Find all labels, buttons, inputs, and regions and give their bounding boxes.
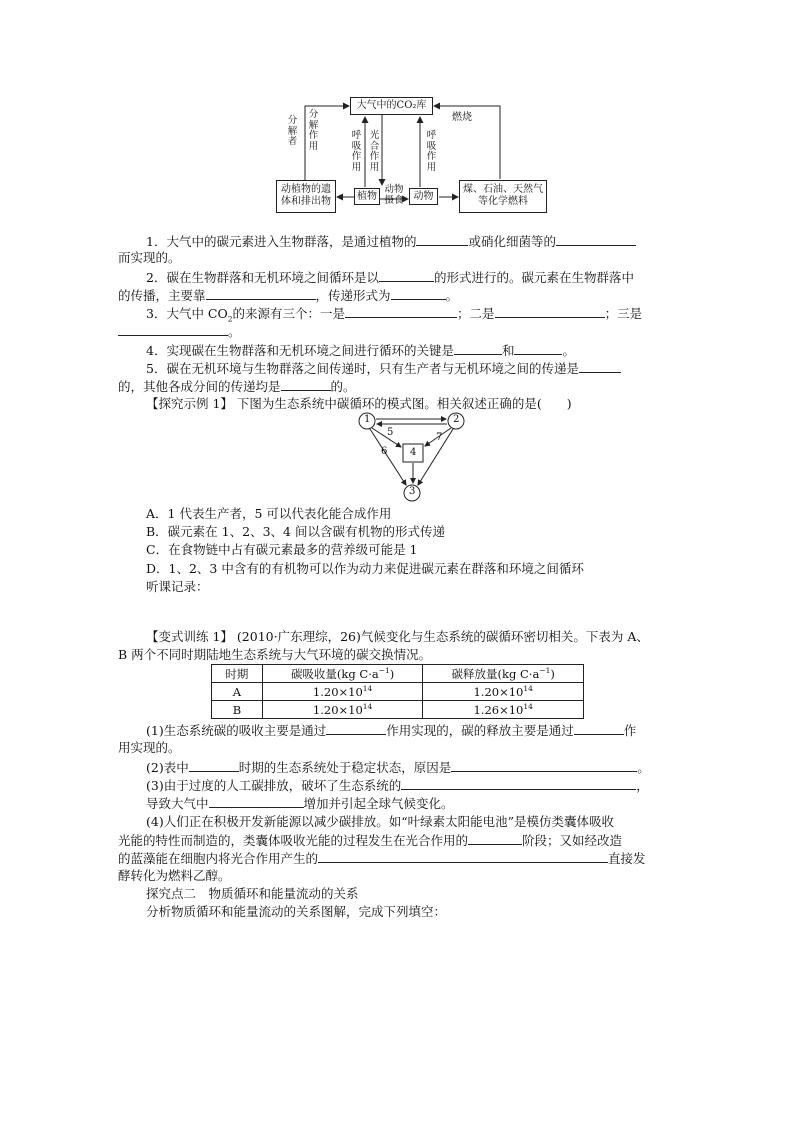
- variant-q4-line-4: 酵转化为燃料乙醇。: [118, 868, 231, 883]
- blank: [574, 722, 624, 735]
- table-header: 碳吸收量(kg $C\cdot a^{-1}$): [262, 665, 423, 683]
- blank: [189, 759, 239, 772]
- question-2-line-1: 2．碳在生物群落和无机环境之间循环是以 的形式进行的。碳元素在生物群落中: [146, 270, 634, 285]
- table-row: [212, 683, 584, 701]
- edge-5-label: 5: [387, 427, 394, 438]
- question-3-line-1: 3．大气中 $CO_2$的来源有三个：一是 ；二是 ；三是: [146, 306, 643, 324]
- section-2-title: 探究点二 物质循环和能量流动的关系: [146, 886, 359, 901]
- notes-label: 听课记录：: [146, 579, 209, 594]
- fuels-box: 煤、石油、天然气等化学燃料: [459, 180, 547, 213]
- edge-7-label: 7: [436, 432, 443, 443]
- node-3-label: 3: [409, 486, 416, 497]
- blank: [326, 722, 386, 735]
- section-2-intro: 分析物质循环和能量流动的关系图解，完成下列填空：: [146, 904, 447, 919]
- decomposer-label: 分解者: [287, 115, 298, 147]
- example-1-prompt: 【探究示例 1】 下图为生态系统中碳循环的模式图。相关叙述正确的是( ): [146, 396, 572, 411]
- blank: [468, 832, 522, 845]
- table-cell: $1.20\times 10^{14}$: [262, 701, 423, 719]
- plants-box: 植物: [354, 188, 380, 205]
- respiration-label-animals: 呼吸作用: [426, 130, 437, 173]
- carbon-exchange-table: [211, 664, 584, 719]
- variant-q3-line-1: (3)由于过度的人工碳排放，破坏了生态系统的 ，: [146, 778, 649, 793]
- blank: [318, 850, 608, 863]
- table-cell: $1.20\times 10^{14}$: [423, 683, 584, 701]
- blank: [401, 777, 636, 790]
- node-1-label: 1: [364, 414, 371, 425]
- node-2-label: 2: [453, 414, 460, 425]
- question-5-line-2: 的，其他各成分间的传递均是 的。: [118, 379, 356, 394]
- variant-1-line-1: 【变式训练 1】 (2010·广东理综，26)气候变化与生态系统的碳循环密切相关。下表为 A、: [146, 629, 649, 644]
- animal-feeding-label: 动物摄食: [384, 184, 404, 206]
- table-header: 碳释放量(kg $C\cdot a^{-1}$): [423, 665, 584, 683]
- variant-1-line-2: B 两个不同时期陆地生态系统与大气环境的碳交换情况。: [118, 647, 432, 662]
- variant-q4-line-3: 的蓝藻能在细胞内将光合作用产生的 直接发: [118, 851, 646, 866]
- table-header-row: [212, 665, 584, 683]
- table-cell: $1.20\times 10^{14}$: [262, 683, 423, 701]
- question-4-line: 4．实现碳在生物群落和无机环境之间进行循环的关键是 和 。: [146, 343, 575, 358]
- question-2-line-2: 的传播，主要靠 ，传递形式为 。: [118, 288, 459, 303]
- question-5-line-1: 5．碳在无机环境与生物群落之间传递时，只有生产者与无机环境之间的传递是: [146, 360, 621, 377]
- variant-q4-line-1: (4)人们正在积极开发新能源以减少碳排放。如“叶绿素太阳能电池”是模仿类囊体吸收: [146, 814, 614, 829]
- question-1-line-1: 1．大气中的碳元素进入生物群落，是通过植物的 或硝化细菌等的: [146, 233, 636, 250]
- table-cell: A: [212, 683, 263, 701]
- variant-q4-line-2: 光能的特性而制造的，类囊体吸收光能的过程发生在光合作用的 阶段；又如经改造: [118, 833, 623, 848]
- option-a: A．1 代表生产者，5 可以代表化能合成作用: [146, 506, 392, 521]
- atmosphere-co2-pool: 大气中的CO₂库: [350, 97, 433, 115]
- photosynthesis-label: 光合作用: [369, 130, 380, 173]
- decomposition-label: 分解作用: [308, 109, 319, 152]
- combustion-label: 燃烧: [452, 112, 472, 123]
- question-3-line-2: 。: [118, 323, 241, 340]
- blank: [451, 759, 637, 772]
- remains-box: 动植物的遗体和排出物: [276, 180, 336, 213]
- node-4-label: 4: [410, 447, 417, 458]
- animals-box: 动物: [409, 188, 438, 205]
- blank: [209, 795, 304, 808]
- option-c: C．在食物链中占有碳元素最多的营养级可能是 1: [146, 542, 418, 557]
- table-row: [212, 701, 584, 719]
- option-d: D．1、2、3 中含有的有机物可以作为动力来促进碳元素在群落和环境之间循环: [146, 561, 584, 576]
- table-cell: B: [212, 701, 263, 719]
- table-header: 时期: [212, 665, 263, 683]
- respiration-label-plants: 呼吸作用: [351, 130, 362, 173]
- model-diagram-svg: [0, 0, 794, 520]
- variant-q1-line-1: (1)生态系统碳的吸收主要是通过 作用实现的，碳的释放主要是通过 作: [146, 723, 637, 738]
- question-1-line-2: 而实现的。: [118, 250, 181, 265]
- variant-q2-line: (2)表中 时期的生态系统处于稳定状态，原因是 。: [146, 760, 650, 775]
- table-cell: $1.26\times 10^{14}$: [423, 701, 584, 719]
- option-b: B．碳元素在 1、2、3、4 间以含碳有机物的形式传递: [146, 524, 445, 539]
- variant-q3-line-2: 导致大气中 增加并引起全球气候变化。: [146, 796, 454, 811]
- variant-q1-line-2: 用实现的。: [118, 740, 181, 755]
- edge-6-label: 6: [381, 446, 388, 457]
